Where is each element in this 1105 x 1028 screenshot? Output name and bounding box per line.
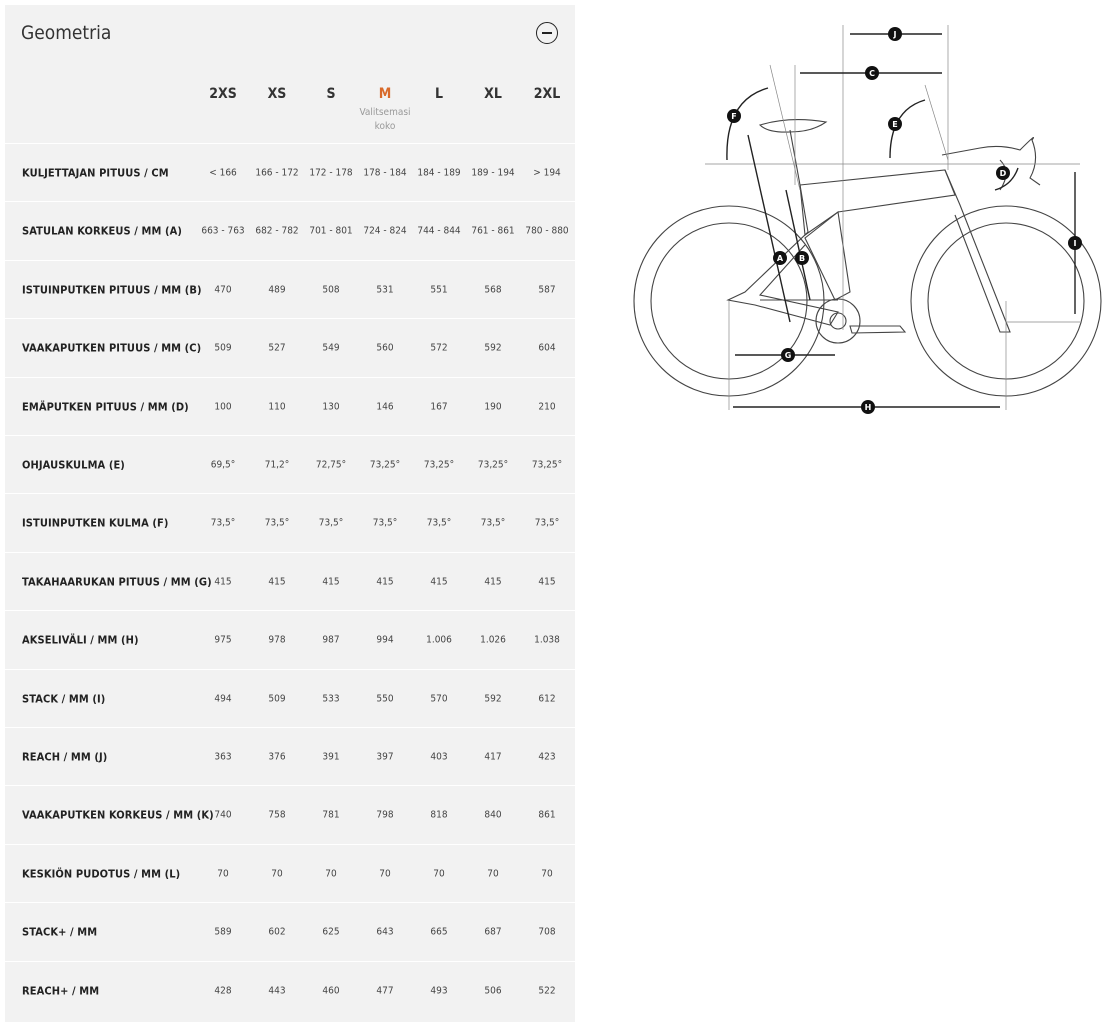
row-label: VAAKAPUTKEN KORKEUS / MM (K)	[22, 808, 214, 822]
row-label: ISTUINPUTKEN KULMA (F)	[22, 516, 169, 530]
table-cell: 470	[214, 284, 232, 296]
table-cell: 987	[322, 634, 340, 646]
row-label: EMÄPUTKEN PITUUS / MM (D)	[22, 400, 189, 414]
table-cell: 73,5°	[480, 517, 506, 529]
table-cell: 602	[268, 926, 286, 938]
svg-text:H: H	[864, 403, 872, 412]
row-label: VAAKAPUTKEN PITUUS / MM (C)	[22, 341, 202, 355]
table-cell: 682 - 782	[255, 225, 299, 237]
table-cell: 687	[484, 926, 502, 938]
table-cell: 415	[322, 576, 340, 588]
row-label: TAKAHAARUKAN PITUUS / MM (G)	[22, 575, 212, 589]
table-cell: 1.006	[426, 634, 452, 646]
table-cell: 1.038	[534, 634, 560, 646]
table-cell: 391	[322, 751, 340, 763]
row-label: SATULAN KORKEUS / MM (A)	[22, 224, 182, 238]
table-cell: 744 - 844	[417, 225, 461, 237]
table-cell: 70	[541, 868, 553, 880]
collapse-minus-icon[interactable]	[536, 22, 558, 44]
table-cell: 69,5°	[210, 459, 236, 471]
table-cell: 994	[376, 634, 394, 646]
table-cell: 73,25°	[531, 459, 563, 471]
table-cell: 376	[268, 751, 286, 763]
size-column-header[interactable]	[304, 85, 358, 103]
selected-size-note: koko	[374, 121, 396, 132]
size-label: M	[378, 86, 392, 102]
table-cell: 531	[376, 284, 394, 296]
row-label: STACK / MM (I)	[22, 692, 106, 706]
table-cell: 73,25°	[369, 459, 401, 471]
table-cell: 100	[214, 401, 232, 413]
row-label: ISTUINPUTKEN PITUUS / MM (B)	[22, 283, 202, 297]
table-cell: 798	[376, 809, 394, 821]
table-cell: 522	[538, 985, 556, 997]
table-cell: 508	[322, 284, 340, 296]
table-cell: 70	[379, 868, 391, 880]
svg-text:I: I	[1073, 239, 1077, 248]
table-cell: 73,5°	[372, 517, 398, 529]
table-cell: 70	[433, 868, 445, 880]
size-column-header[interactable]	[250, 85, 304, 103]
table-cell: 73,5°	[318, 517, 344, 529]
table-row	[5, 318, 575, 377]
table-cell: 625	[322, 926, 340, 938]
table-cell: 415	[376, 576, 394, 588]
table-cell: 73,5°	[264, 517, 290, 529]
table-cell: 509	[214, 342, 232, 354]
table-row	[5, 669, 575, 728]
table-cell: 70	[217, 868, 229, 880]
table-cell: 166 - 172	[255, 167, 299, 179]
size-label: S	[326, 86, 336, 102]
table-cell: 549	[322, 342, 340, 354]
table-cell: 70	[487, 868, 499, 880]
table-cell: 477	[376, 985, 394, 997]
table-cell: 415	[484, 576, 502, 588]
table-cell: 73,5°	[210, 517, 236, 529]
table-cell: 592	[484, 342, 502, 354]
svg-text:J: J	[893, 30, 897, 39]
table-cell: 363	[214, 751, 232, 763]
table-cell: 560	[376, 342, 394, 354]
table-cell: 612	[538, 693, 556, 705]
size-column-header[interactable]	[412, 85, 466, 103]
geometry-panel	[5, 5, 575, 1022]
table-row	[5, 610, 575, 669]
table-cell: 130	[322, 401, 340, 413]
svg-text:B: B	[798, 254, 806, 263]
table-cell: 423	[538, 751, 556, 763]
table-cell: 167	[430, 401, 448, 413]
size-column-header[interactable]	[196, 85, 250, 103]
table-cell: 587	[538, 284, 556, 296]
table-cell: 818	[430, 809, 448, 821]
table-cell: 589	[214, 926, 232, 938]
table-row	[5, 201, 575, 260]
table-cell: 415	[430, 576, 448, 588]
table-cell: 978	[268, 634, 286, 646]
table-cell: 72,75°	[315, 459, 347, 471]
table-cell: 724 - 824	[363, 225, 407, 237]
table-cell: 758	[268, 809, 286, 821]
table-cell: 592	[484, 693, 502, 705]
size-label: XS	[267, 86, 287, 102]
size-label: 2XS	[209, 86, 237, 102]
table-cell: 708	[538, 926, 556, 938]
selected-size-note: Valitsemasi	[359, 107, 411, 118]
table-cell: 509	[268, 693, 286, 705]
table-cell: < 166	[209, 167, 237, 179]
size-column-header[interactable]	[466, 85, 520, 103]
row-label: AKSELIVÄLI / MM (H)	[22, 633, 139, 647]
table-cell: 489	[268, 284, 286, 296]
table-row	[5, 143, 575, 202]
table-cell: 146	[376, 401, 394, 413]
table-cell: 70	[325, 868, 337, 880]
table-cell: 781	[322, 809, 340, 821]
page-title: Geometria	[21, 22, 112, 44]
table-cell: 780 - 880	[525, 225, 569, 237]
table-row	[5, 785, 575, 844]
table-cell: 178 - 184	[363, 167, 407, 179]
svg-text:G: G	[784, 351, 792, 360]
table-cell: 415	[214, 576, 232, 588]
row-label: STACK+ / MM	[22, 925, 98, 939]
table-cell: 71,2°	[264, 459, 290, 471]
row-label: REACH / MM (J)	[22, 750, 108, 764]
table-row	[5, 844, 575, 903]
table-cell: 70	[271, 868, 283, 880]
size-header-row	[5, 85, 575, 143]
table-cell: 428	[214, 985, 232, 997]
table-cell: 494	[214, 693, 232, 705]
table-row	[5, 260, 575, 319]
table-row	[5, 961, 575, 1020]
table-cell: 415	[268, 576, 286, 588]
svg-text:D: D	[999, 169, 1007, 178]
table-row	[5, 552, 575, 611]
table-cell: 861	[538, 809, 556, 821]
table-cell: 665	[430, 926, 448, 938]
table-row	[5, 902, 575, 961]
table-cell: 506	[484, 985, 502, 997]
table-cell: 572	[430, 342, 448, 354]
table-cell: 663 - 763	[201, 225, 245, 237]
row-label: OHJAUSKULMA (E)	[22, 458, 125, 472]
table-cell: 975	[214, 634, 232, 646]
table-cell: 493	[430, 985, 448, 997]
row-label: KESKIÖN PUDOTUS / MM (L)	[22, 867, 181, 881]
table-cell: > 194	[533, 167, 561, 179]
table-cell: 73,25°	[477, 459, 509, 471]
table-cell: 190	[484, 401, 502, 413]
table-cell: 443	[268, 985, 286, 997]
table-cell: 210	[538, 401, 556, 413]
table-cell: 189 - 194	[471, 167, 515, 179]
table-cell: 417	[484, 751, 502, 763]
table-cell: 184 - 189	[417, 167, 461, 179]
table-cell: 397	[376, 751, 394, 763]
table-cell: 740	[214, 809, 232, 821]
table-cell: 761 - 861	[471, 225, 515, 237]
row-label: KULJETTAJAN PITUUS / CM	[22, 166, 169, 180]
table-cell: 533	[322, 693, 340, 705]
table-cell: 550	[376, 693, 394, 705]
svg-text:F: F	[731, 112, 737, 121]
bike-geometry-diagram	[600, 0, 1105, 430]
size-label: 2XL	[533, 86, 561, 102]
size-label: L	[434, 86, 444, 102]
table-cell: 73,5°	[426, 517, 452, 529]
table-cell: 73,25°	[423, 459, 455, 471]
table-cell: 643	[376, 926, 394, 938]
svg-text:A: A	[776, 254, 784, 263]
table-cell: 604	[538, 342, 556, 354]
svg-text:C: C	[869, 69, 875, 78]
table-row	[5, 727, 575, 786]
table-cell: 570	[430, 693, 448, 705]
table-cell: 460	[322, 985, 340, 997]
table-row	[5, 435, 575, 494]
table-cell: 840	[484, 809, 502, 821]
table-cell: 568	[484, 284, 502, 296]
svg-text:E: E	[892, 120, 898, 129]
size-column-header[interactable]	[520, 85, 574, 103]
table-cell: 73,5°	[534, 517, 560, 529]
table-cell: 110	[268, 401, 286, 413]
table-cell: 701 - 801	[309, 225, 353, 237]
size-column-header[interactable]	[358, 85, 412, 134]
table-cell: 1.026	[480, 634, 506, 646]
table-cell: 551	[430, 284, 448, 296]
table-cell: 403	[430, 751, 448, 763]
table-cell: 415	[538, 576, 556, 588]
table-cell: 172 - 178	[309, 167, 353, 179]
size-label: XL	[484, 86, 502, 102]
table-cell: 527	[268, 342, 286, 354]
table-row	[5, 493, 575, 552]
table-row	[5, 377, 575, 436]
row-label: REACH+ / MM	[22, 984, 100, 998]
